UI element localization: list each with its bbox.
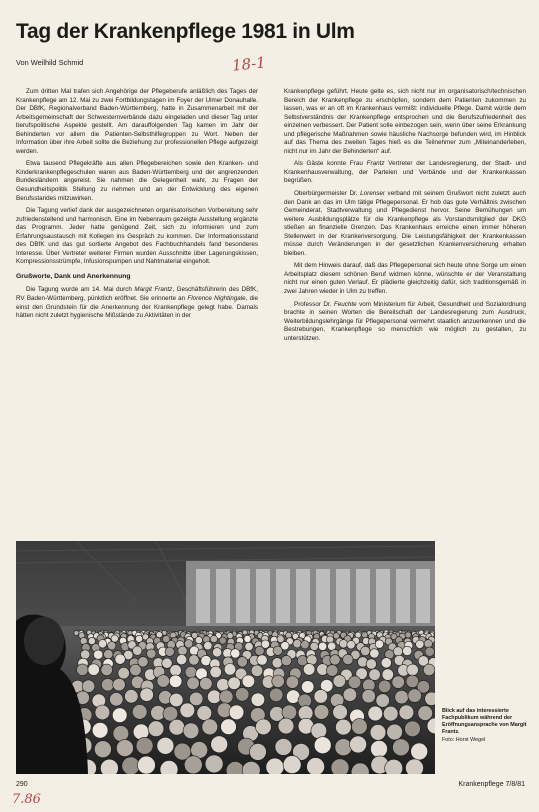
audience-head	[425, 692, 435, 706]
audience-head	[157, 737, 174, 754]
audience-head	[382, 669, 394, 681]
audience-head	[98, 640, 106, 648]
audience-head	[163, 706, 178, 721]
paragraph: Zum dritten Mal trafen sich Angehörige der Pflegeberufe anläßlich des Tages der Krankenpflege am 12. Mai zu zwei Fortbildungstagen im Foyer der Ulmer Donauhalle. Der DBfK, Regionalverband Baden-Württemberg, hatte in Zusammenarbeit mit der Arbeitsgemeinschaft der Schwesternverbände dazu eingeladen und dieser Tag unter berufspolitische Aspekte gestellt. Am darauffolgenden Tag kamen im Jahr der Behinderten vor allem die Patienten-Selbsthilfegruppen zu Wort. Neben der Information über ihre Arbeit sollte die Beziehung zur professionellen Pflege aufgezeigt werden.	[16, 88, 258, 155]
audience-head	[220, 690, 234, 704]
audience-head	[136, 737, 153, 754]
audience-head	[112, 708, 127, 723]
text-run: Vertreter der Landesregierung, der Stadt- und Krankenhausverwaltung, der Parteien und Verbände und der Krankenkassen begrüßen.	[284, 160, 526, 185]
audience-head	[314, 705, 329, 720]
audience-head	[392, 676, 405, 689]
handwritten-annotation: 18-1	[231, 53, 267, 75]
text-run: Professor Dr.	[294, 300, 334, 308]
text-run: Die Tagung wurde am 14. Mai durch	[26, 286, 135, 294]
audience-head	[197, 706, 212, 721]
audience-head	[156, 632, 162, 638]
photo-caption	[442, 708, 527, 744]
audience-head	[217, 679, 230, 692]
audience-head	[272, 675, 285, 688]
audience-head	[281, 655, 291, 665]
audience-head	[249, 743, 266, 760]
audience-head	[393, 739, 410, 756]
audience-head	[293, 640, 301, 648]
audience-head	[411, 743, 428, 760]
person-name: Lorenser	[360, 190, 385, 198]
audience-head	[303, 664, 315, 676]
audience-head	[132, 705, 147, 720]
page-number: 290	[16, 781, 28, 788]
audience-head	[333, 675, 346, 688]
audience-head	[381, 658, 391, 668]
audience-head	[224, 664, 236, 676]
audience-head	[108, 642, 116, 650]
audience-head	[111, 635, 118, 642]
audience-head	[184, 756, 202, 774]
person-name: Frantz	[366, 160, 385, 168]
audience-head	[251, 693, 265, 707]
handwritten-page-number: 7.86	[12, 792, 41, 807]
audience-head	[255, 646, 264, 655]
audience-head	[74, 631, 79, 636]
audience-head	[307, 758, 325, 774]
audience-head	[366, 659, 376, 669]
audience-head	[227, 633, 233, 639]
audience-head	[244, 635, 251, 642]
audience-head	[245, 642, 253, 650]
text-run: Als Gäste konnte Frau	[294, 160, 367, 168]
audience-head	[407, 664, 419, 676]
audience-head	[101, 664, 113, 676]
audience-head	[273, 646, 282, 655]
audience-head	[118, 667, 130, 679]
audience-head	[403, 646, 412, 655]
audience-head	[406, 759, 424, 774]
audience-head	[311, 723, 327, 739]
audience-head	[343, 688, 357, 702]
paragraph	[284, 190, 526, 258]
audience-head	[94, 741, 111, 758]
audience-head	[378, 680, 391, 693]
audience-head	[314, 737, 331, 754]
audience-head	[335, 739, 352, 756]
audience-head	[383, 706, 398, 721]
text-run: verband mit seinem Grußwort nicht zuletzt auch den Dank an das im Ulm tätige Pflegepersonal. Er hob das gute Verhältnis zwischen Gemeinderat, Stadtverwaltung und Pflegedienst hervor. Seine Bemühungen um weitere Ausbildungsplätze für die Krankenpflege als Vorstandsmitglied der DKG stießen an finanzielle Grenzen. Das Krankenhaus erreiche einen immer höheren Stellenwert in der Krankenversorgung. Die Leistungsfähigkeit der Krankenkassen müsse durch Veränderungen in der gesetzlichen Krankenversicherung erhalten bleiben.	[284, 190, 526, 257]
audience-head	[187, 677, 200, 690]
audience-head	[212, 648, 221, 657]
audience-head	[399, 705, 414, 720]
audience-head	[82, 680, 95, 693]
audience-head	[219, 637, 226, 644]
audience-head	[333, 705, 348, 720]
audience-head	[326, 665, 338, 677]
audience-head	[77, 664, 89, 676]
audience-head	[202, 719, 218, 735]
text-run: vom Ministerium für Arbeit, Gesundheit und Sozialordnung brachte in seinen Worten die Bereitschaft der Landesregierung zum Ausdruck, Weiterbildungslehrgänge für Pflegepersonal vermehrt staatlich anzuerkennen und die Bestrebungen, Krankenpflege so menschlich wie möglich zu gestalten, zu unterstützen.	[284, 300, 526, 342]
audience-head	[169, 675, 182, 688]
paragraph: Die Tagung verlief dank der ausgezeichneten organisatorischen Vorbereitung sehr zufriedenstellend und harmonisch. Eine im Nebenraum gezeigte Ausstellung ergänzte das Programm. Jeder hatte genügend Zeit, sich zu informieren und zum Erfahrungsaustausch mit Kollegen ins Gespräch zu kommen. Der Informationsstand des DBfK und das gut sortierte Angebot des Fachbuchhandels fand besonderes Interesse. Über Vertreter weiterer Firmen wurden Ausschnitte über Lagerungskissen, Kompressionsstrümpfe, Infusionspumpen und Nahtmaterial eingeholt.	[16, 207, 258, 266]
audience-head	[170, 665, 182, 677]
audience-head	[277, 636, 284, 643]
audience-head	[418, 706, 433, 721]
audience-head	[314, 690, 328, 704]
audience-head	[339, 640, 347, 648]
audience-photo	[16, 541, 435, 774]
audience-head	[88, 637, 95, 644]
audience-head	[424, 640, 432, 648]
audience-head	[133, 646, 142, 655]
audience-head	[113, 726, 129, 742]
audience-head	[369, 669, 381, 681]
audience-head	[352, 719, 368, 735]
audience-head	[176, 655, 186, 665]
audience-head	[282, 705, 297, 720]
audience-photo-illustration	[16, 541, 435, 774]
audience-head	[275, 738, 292, 755]
audience-head	[331, 759, 349, 774]
audience-head	[395, 690, 409, 704]
audience-head	[147, 649, 156, 658]
audience-head	[237, 657, 247, 667]
audience-head	[301, 681, 314, 694]
audience-head	[405, 721, 421, 737]
section-heading: Grußworte, Dank und Anerkennung	[16, 272, 131, 280]
audience-head	[347, 641, 355, 649]
caption-text: Blick auf das interessierte Fachpublikum während der Eröffnungsansprache von Margit Frantz.	[442, 708, 527, 735]
person-name: Margit Frantz	[134, 286, 173, 294]
audience-head	[348, 676, 361, 689]
text-run: , die einst den Grundstein für die Anerkennung der Krankenpflege gelegt habe. Damals hätten nicht zuletzt hygienische Mißstände zu Aktivitäten in der	[16, 295, 259, 320]
journal-reference: Krankenpflege 7/8/81	[458, 781, 525, 788]
audience-head	[370, 649, 379, 658]
audience-head	[301, 641, 309, 649]
audience-head	[350, 736, 367, 753]
audience-head	[266, 758, 284, 774]
audience-head	[95, 705, 110, 720]
audience-head	[229, 705, 244, 720]
audience-head	[204, 642, 212, 650]
left-text-column	[16, 88, 258, 325]
audience-head	[235, 688, 249, 702]
audience-head	[231, 649, 240, 658]
audience-head	[330, 655, 340, 665]
audience-head	[165, 647, 174, 656]
audience-head	[425, 647, 434, 656]
audience-head	[371, 740, 388, 757]
audience-head	[221, 719, 237, 735]
audience-head	[368, 706, 383, 721]
audience-head	[242, 675, 255, 688]
audience-head	[200, 677, 213, 690]
audience-head	[210, 635, 217, 642]
photo-credit: Foto: Horst Wegel	[442, 737, 486, 743]
audience-head	[104, 650, 113, 659]
audience-head	[195, 637, 202, 644]
audience-head	[169, 719, 185, 735]
audience-head	[423, 664, 435, 676]
audience-head	[278, 718, 294, 734]
audience-head	[88, 664, 100, 676]
audience-head	[416, 640, 424, 648]
audience-head	[205, 755, 223, 773]
audience-head	[318, 642, 326, 650]
audience-head	[189, 655, 199, 665]
audience-head	[257, 655, 267, 665]
audience-head	[408, 689, 422, 703]
audience-head	[361, 646, 370, 655]
audience-head	[130, 664, 142, 676]
audience-head	[272, 658, 282, 668]
audience-head	[110, 693, 124, 707]
audience-head	[101, 678, 114, 691]
audience-head	[115, 654, 125, 664]
paragraph: Etwa tausend Pflegekräfte aus allen Pflegebereichen sowie den Kranken- und Kinderkrankenpflegeschulen waren aus Baden-Württemberg und der angrenzenden Bundesländern angereist. Sie nahmen die Gelegenheit wahr, zu Fragen der Gesundheitspolitik Stellung zu nehmen und an der Entwicklung des eigenen Berufsstandes mitzuwirken.	[16, 160, 258, 202]
audience-head	[286, 632, 292, 638]
paragraph	[284, 160, 526, 186]
audience-head	[283, 756, 301, 774]
audience-head	[210, 666, 222, 678]
audience-head	[81, 650, 90, 659]
audience-head	[387, 724, 403, 740]
audience-head	[256, 719, 272, 735]
audience-head	[140, 688, 154, 702]
audience-head	[92, 722, 108, 738]
audience-head	[376, 694, 390, 708]
audience-head	[336, 719, 352, 735]
text-run: , Geschäftsführerin des DBfK, RV Baden-Württemberg, pünktlich eröffnet. Sie erinnerte an	[16, 286, 259, 303]
audience-head	[116, 740, 133, 757]
audience-head	[170, 693, 184, 707]
paragraph	[284, 301, 526, 344]
audience-head	[178, 646, 187, 655]
audience-head	[211, 736, 228, 753]
paragraph: Mit dem Hinweis darauf, daß das Pflegepersonal sich heute ohne Sorge um einen Arbeitsplatz diesem schönen Beruf widmen könne, wünschte er der Veranstaltung nicht nur einen guten Verlauf. Er plädierte gleichzeitig dafür, sich traditionsgemäß in zwei Jahren wieder in Ulm zu treffen.	[284, 262, 526, 296]
paragraph	[16, 286, 258, 320]
audience-head	[94, 650, 103, 659]
audience-head	[137, 756, 155, 774]
audience-head	[125, 690, 139, 704]
audience-head	[362, 689, 376, 703]
audience-head	[207, 690, 221, 704]
audience-head	[162, 658, 172, 668]
audience-head	[406, 675, 419, 688]
audience-head	[100, 759, 118, 774]
text-run: Oberbürgermeister Dr.	[294, 190, 361, 198]
audience-head	[393, 647, 402, 656]
audience-head	[122, 757, 140, 774]
audience-head	[180, 703, 195, 718]
audience-head	[113, 678, 126, 691]
person-name: Florence Nightingale	[187, 295, 246, 303]
audience-head	[183, 723, 199, 739]
audience-head	[157, 675, 170, 688]
audience-head	[405, 632, 411, 638]
audience-head	[286, 676, 299, 689]
audience-head	[185, 666, 197, 678]
audience-head	[189, 692, 203, 706]
right-text-column	[284, 88, 526, 347]
article-title: Tag der Krankenpflege 1981 in Ulm	[16, 20, 355, 43]
audience-head	[375, 640, 383, 648]
person-name: Feuchte	[333, 300, 357, 308]
audience-head	[269, 688, 283, 702]
audience-head	[362, 632, 368, 638]
audience-head	[251, 665, 263, 677]
audience-head	[228, 677, 241, 690]
paragraph: Krankenpflege geführt. Heute gelte es, sich nicht nur im organisatorisch/technischen Bereich der Krankenpflege zu erschöpfen, sondern dem Patienten zukommen zu lassen, was er an oft im Krankenhaus vermißt: individuelle Pflege. Damit würde dem Selbstverständnis der Krankenpflege entsprochen und die Berufszufriedenheit des einzelnen verbessert. Der Patient solle einbezogen sein, wenn über seine Erkrankung und pflegerische Maßnahmen sowie häusliche Nachsorge befunden wird, im Hinblick auf das Thema des zweiten Tages hieß es die Teilnehmer zum „Miteinanderleben, nicht nur im Jahr der Behinderten“ auf.	[284, 88, 526, 155]
audience-head	[343, 654, 353, 664]
audience-head	[385, 759, 403, 774]
audience-head	[310, 642, 318, 650]
audience-head	[148, 721, 164, 737]
audience-head	[370, 725, 386, 741]
article-byline: Von Weilhild Schmid	[16, 58, 84, 67]
